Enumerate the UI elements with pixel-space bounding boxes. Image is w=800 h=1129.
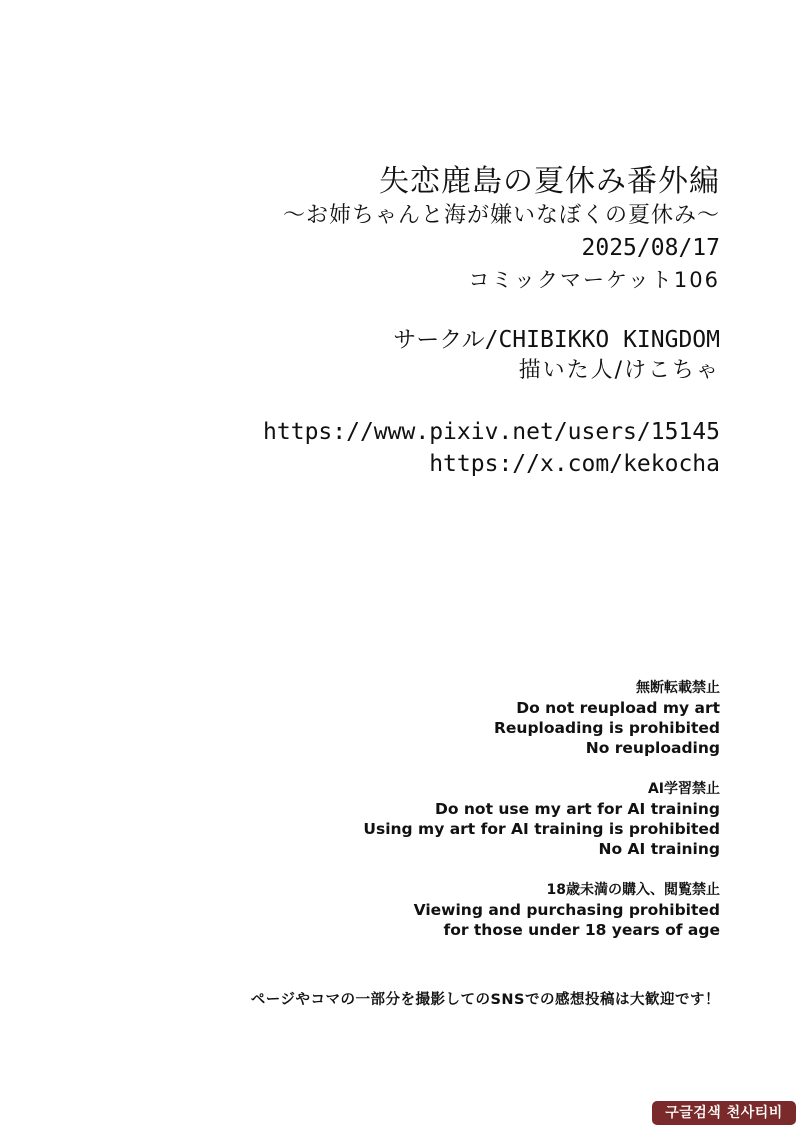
no-reupload-notice xyxy=(494,678,720,758)
notice-line: No AI training xyxy=(598,840,720,858)
notice-line: No reuploading xyxy=(585,739,720,757)
age-restriction-notice xyxy=(414,880,720,940)
notice-line: Reuploading is prohibited xyxy=(493,719,720,737)
book-subtitle: 〜お姉ちゃんと海が嫌いなぼくの夏休み〜 xyxy=(282,203,720,228)
publish-date: 2025/08/17 xyxy=(581,235,720,261)
book-title: 失恋鹿島の夏休み番外編 xyxy=(379,164,720,199)
notice-line: Do not reupload my art xyxy=(516,699,720,717)
notice-heading: AI学習禁止 xyxy=(647,781,720,797)
notice-line: Using my art for AI training is prohibited xyxy=(363,820,720,838)
pixiv-link[interactable]: https://www.pixiv.net/users/15145 xyxy=(263,419,720,445)
x-link[interactable]: https://x.com/kekocha xyxy=(429,451,720,477)
notice-line: Viewing and purchasing prohibited xyxy=(413,901,720,919)
notice-line: for those under 18 years of age xyxy=(443,921,720,939)
sns-welcome-message: ページやコマの一部分を撮影してのSNSでの感想投稿は大歓迎です！ xyxy=(250,992,720,1008)
notice-heading: 無断転載禁止 xyxy=(636,680,720,696)
watermark-badge: 구글검색 천사티비 xyxy=(652,1101,796,1125)
event-name: コミックマーケット106 xyxy=(468,268,720,292)
circle-name: サークル/CHIBIKKO KINGDOM xyxy=(393,327,720,353)
author-name: 描いた人/けこちゃ xyxy=(518,358,720,383)
notice-heading: 18歳未満の購入、閲覧禁止 xyxy=(546,882,720,898)
no-ai-training-notice xyxy=(363,779,720,859)
notice-line: Do not use my art for AI training xyxy=(434,800,720,818)
